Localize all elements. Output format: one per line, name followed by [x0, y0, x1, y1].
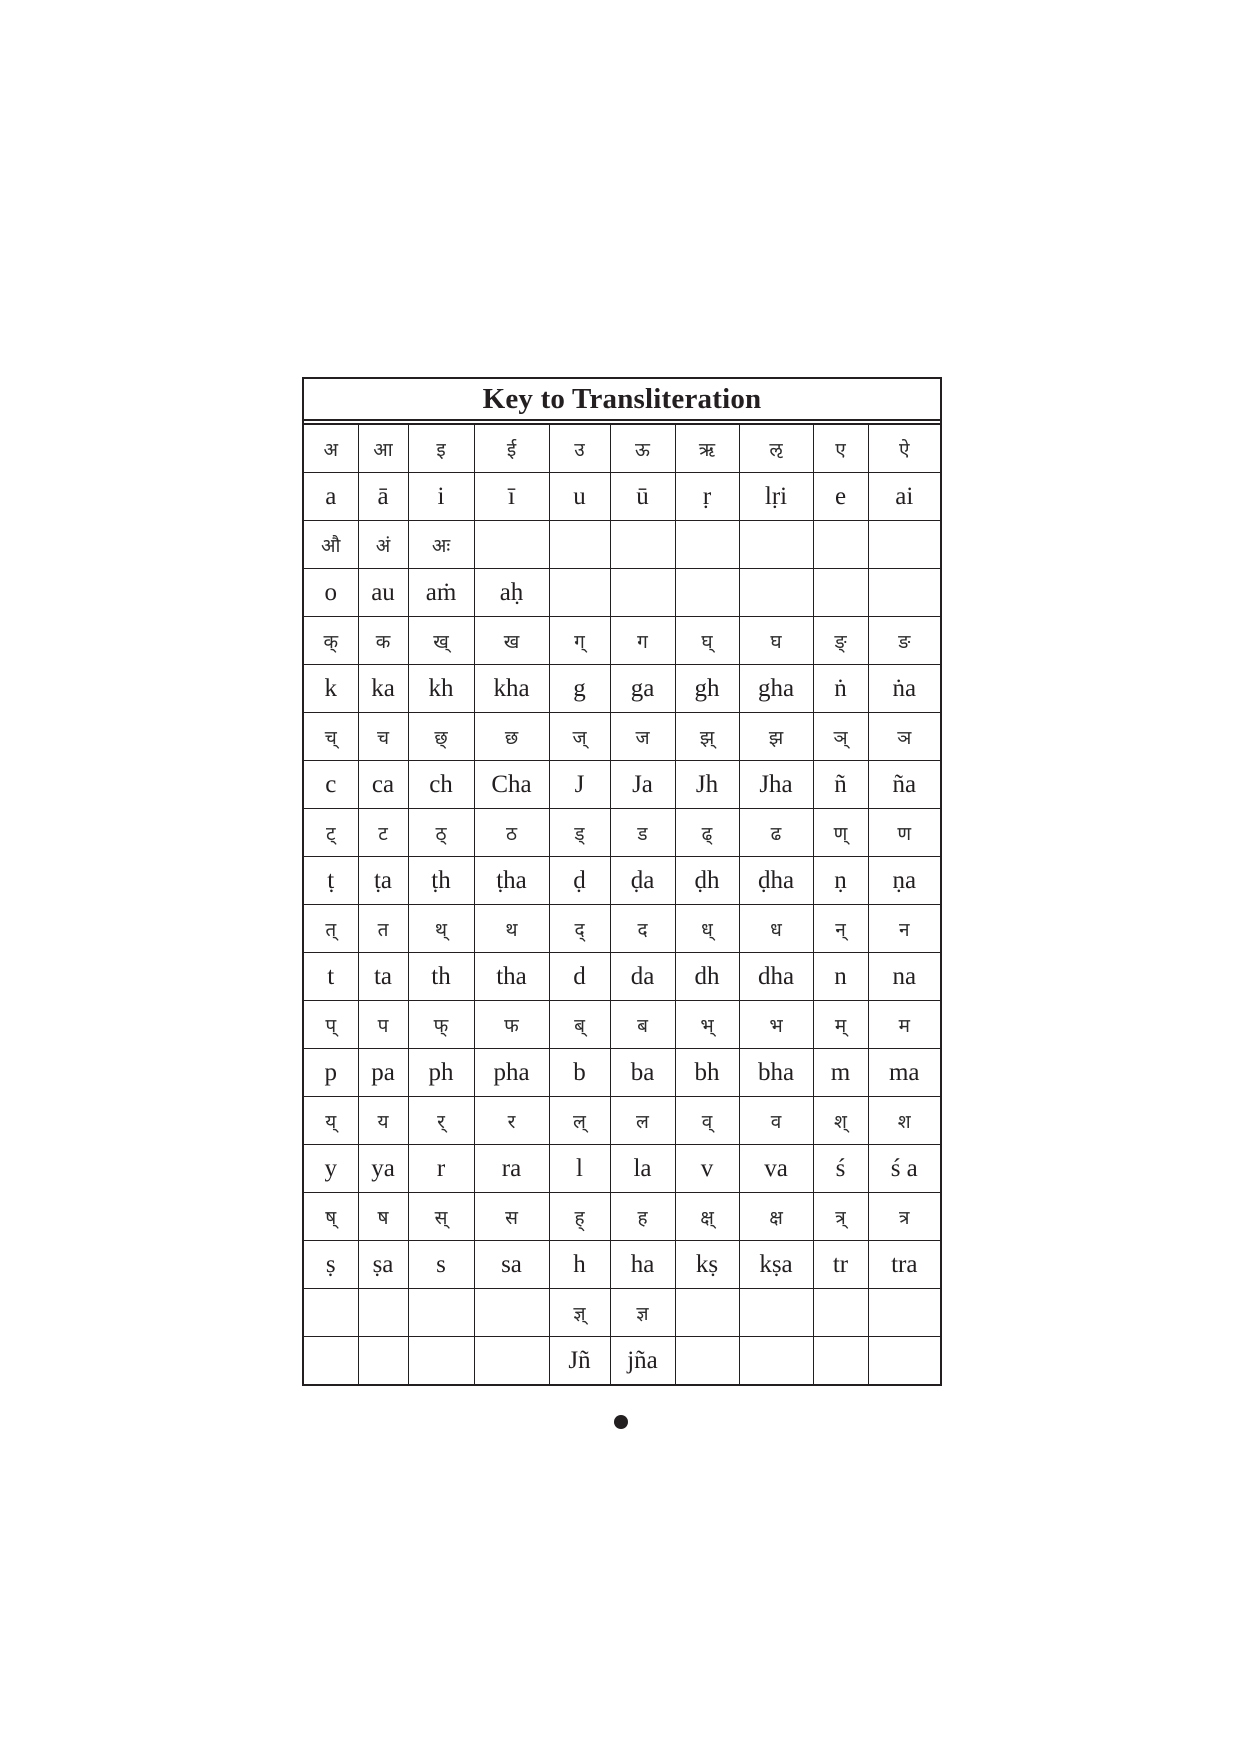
- roman-cell: ña: [868, 761, 940, 809]
- devanagari-cell: ड: [610, 809, 675, 857]
- devanagari-row: [304, 1001, 940, 1049]
- roman-cell: gha: [739, 665, 813, 713]
- devanagari-cell: ल्: [549, 1097, 610, 1145]
- roman-cell: Cha: [474, 761, 549, 809]
- roman-cell: [549, 569, 610, 617]
- devanagari-cell: आ: [358, 425, 408, 473]
- roman-cell: ḍ: [549, 857, 610, 905]
- roman-cell: r: [408, 1145, 474, 1193]
- roman-cell: [304, 1337, 358, 1385]
- roman-cell: ḍha: [739, 857, 813, 905]
- devanagari-cell: न: [868, 905, 940, 953]
- roman-cell: ṣ: [304, 1241, 358, 1289]
- roman-cell: ga: [610, 665, 675, 713]
- roman-cell: kṣ: [675, 1241, 739, 1289]
- transliteration-key-table: [302, 377, 942, 1386]
- roman-cell: [739, 569, 813, 617]
- roman-cell: [675, 569, 739, 617]
- roman-cell: ḍa: [610, 857, 675, 905]
- devanagari-cell: [474, 521, 549, 569]
- devanagari-cell: ख्: [408, 617, 474, 665]
- devanagari-cell: त्: [304, 905, 358, 953]
- devanagari-cell: न्: [813, 905, 868, 953]
- roman-cell: [868, 569, 940, 617]
- devanagari-cell: ढ: [739, 809, 813, 857]
- devanagari-cell: ठ: [474, 809, 549, 857]
- devanagari-cell: ज: [610, 713, 675, 761]
- devanagari-row: [304, 713, 940, 761]
- page-marker-dot: [614, 1415, 628, 1429]
- roman-cell: lṛi: [739, 473, 813, 521]
- devanagari-cell: क्: [304, 617, 358, 665]
- roman-row: [304, 1241, 940, 1289]
- devanagari-cell: स्: [408, 1193, 474, 1241]
- devanagari-cell: ध: [739, 905, 813, 953]
- devanagari-cell: श्: [813, 1097, 868, 1145]
- roman-cell: ph: [408, 1049, 474, 1097]
- table-title: Key to Transliteration: [304, 379, 940, 421]
- devanagari-cell: क्ष्: [675, 1193, 739, 1241]
- devanagari-cell: क: [358, 617, 408, 665]
- roman-cell: na: [868, 953, 940, 1001]
- roman-cell: ṅa: [868, 665, 940, 713]
- roman-cell: c: [304, 761, 358, 809]
- devanagari-cell: ग्: [549, 617, 610, 665]
- roman-row: [304, 473, 940, 521]
- roman-cell: ṇ: [813, 857, 868, 905]
- devanagari-cell: व: [739, 1097, 813, 1145]
- roman-cell: d: [549, 953, 610, 1001]
- roman-row: [304, 1337, 940, 1385]
- devanagari-cell: इ: [408, 425, 474, 473]
- devanagari-cell: औ: [304, 521, 358, 569]
- devanagari-cell: म्: [813, 1001, 868, 1049]
- roman-cell: ya: [358, 1145, 408, 1193]
- devanagari-cell: ट्: [304, 809, 358, 857]
- roman-cell: g: [549, 665, 610, 713]
- roman-cell: gh: [675, 665, 739, 713]
- devanagari-cell: च्: [304, 713, 358, 761]
- roman-cell: u: [549, 473, 610, 521]
- roman-cell: b: [549, 1049, 610, 1097]
- devanagari-cell: [868, 521, 940, 569]
- devanagari-cell: ज्ञ: [610, 1289, 675, 1337]
- devanagari-cell: [408, 1289, 474, 1337]
- roman-cell: pa: [358, 1049, 408, 1097]
- devanagari-cell: ऊ: [610, 425, 675, 473]
- devanagari-cell: त्र: [868, 1193, 940, 1241]
- roman-cell: bha: [739, 1049, 813, 1097]
- devanagari-cell: ढ्: [675, 809, 739, 857]
- roman-cell: ī: [474, 473, 549, 521]
- roman-cell: ta: [358, 953, 408, 1001]
- roman-row: [304, 1049, 940, 1097]
- roman-cell: ṅ: [813, 665, 868, 713]
- roman-cell: t: [304, 953, 358, 1001]
- devanagari-cell: क्ष: [739, 1193, 813, 1241]
- devanagari-cell: [813, 1289, 868, 1337]
- roman-cell: Ja: [610, 761, 675, 809]
- roman-cell: Jha: [739, 761, 813, 809]
- roman-cell: [358, 1337, 408, 1385]
- roman-cell: [739, 1337, 813, 1385]
- roman-cell: ch: [408, 761, 474, 809]
- roman-cell: a: [304, 473, 358, 521]
- devanagari-cell: र: [474, 1097, 549, 1145]
- devanagari-cell: ग: [610, 617, 675, 665]
- devanagari-cell: झ्: [675, 713, 739, 761]
- devanagari-cell: य्: [304, 1097, 358, 1145]
- roman-cell: ai: [868, 473, 940, 521]
- devanagari-cell: भ्: [675, 1001, 739, 1049]
- roman-cell: ṭ: [304, 857, 358, 905]
- roman-cell: kha: [474, 665, 549, 713]
- devanagari-cell: [549, 521, 610, 569]
- devanagari-cell: ञ्: [813, 713, 868, 761]
- devanagari-cell: ह्: [549, 1193, 610, 1241]
- devanagari-cell: ऋ: [675, 425, 739, 473]
- devanagari-cell: ल: [610, 1097, 675, 1145]
- devanagari-cell: [474, 1289, 549, 1337]
- devanagari-cell: [358, 1289, 408, 1337]
- roman-cell: n: [813, 953, 868, 1001]
- devanagari-cell: [675, 521, 739, 569]
- roman-cell: la: [610, 1145, 675, 1193]
- devanagari-cell: द: [610, 905, 675, 953]
- roman-cell: [610, 569, 675, 617]
- devanagari-cell: उ: [549, 425, 610, 473]
- devanagari-cell: स: [474, 1193, 549, 1241]
- roman-cell: va: [739, 1145, 813, 1193]
- devanagari-cell: [304, 1289, 358, 1337]
- devanagari-cell: ड्: [549, 809, 610, 857]
- roman-cell: ṭh: [408, 857, 474, 905]
- devanagari-cell: ट: [358, 809, 408, 857]
- roman-cell: tra: [868, 1241, 940, 1289]
- devanagari-cell: ब: [610, 1001, 675, 1049]
- devanagari-cell: र्: [408, 1097, 474, 1145]
- devanagari-cell: छ्: [408, 713, 474, 761]
- roman-row: [304, 953, 940, 1001]
- roman-cell: aṁ: [408, 569, 474, 617]
- devanagari-row: [304, 1193, 940, 1241]
- devanagari-cell: अ: [304, 425, 358, 473]
- roman-cell: ka: [358, 665, 408, 713]
- roman-cell: i: [408, 473, 474, 521]
- devanagari-cell: [868, 1289, 940, 1337]
- roman-cell: ñ: [813, 761, 868, 809]
- devanagari-cell: ष्: [304, 1193, 358, 1241]
- roman-cell: Jñ: [549, 1337, 610, 1385]
- devanagari-cell: ज्: [549, 713, 610, 761]
- roman-cell: v: [675, 1145, 739, 1193]
- devanagari-row: [304, 1289, 940, 1337]
- devanagari-cell: फ: [474, 1001, 549, 1049]
- devanagari-cell: झ: [739, 713, 813, 761]
- devanagari-row: [304, 809, 940, 857]
- roman-cell: ṭha: [474, 857, 549, 905]
- roman-cell: [408, 1337, 474, 1385]
- roman-cell: [813, 1337, 868, 1385]
- roman-cell: o: [304, 569, 358, 617]
- roman-cell: kṣa: [739, 1241, 813, 1289]
- devanagari-cell: य: [358, 1097, 408, 1145]
- roman-cell: k: [304, 665, 358, 713]
- devanagari-cell: ज्ञ्: [549, 1289, 610, 1337]
- devanagari-cell: च: [358, 713, 408, 761]
- roman-cell: ś: [813, 1145, 868, 1193]
- devanagari-row: [304, 425, 940, 473]
- roman-cell: [474, 1337, 549, 1385]
- devanagari-cell: अः: [408, 521, 474, 569]
- roman-cell: m: [813, 1049, 868, 1097]
- devanagari-row: [304, 1097, 940, 1145]
- roman-cell: th: [408, 953, 474, 1001]
- devanagari-cell: थ: [474, 905, 549, 953]
- devanagari-cell: ण: [868, 809, 940, 857]
- roman-cell: dh: [675, 953, 739, 1001]
- devanagari-cell: भ: [739, 1001, 813, 1049]
- roman-cell: h: [549, 1241, 610, 1289]
- devanagari-cell: ष: [358, 1193, 408, 1241]
- devanagari-cell: [739, 1289, 813, 1337]
- devanagari-cell: त्र्: [813, 1193, 868, 1241]
- roman-cell: sa: [474, 1241, 549, 1289]
- roman-cell: y: [304, 1145, 358, 1193]
- roman-cell: [868, 1337, 940, 1385]
- roman-cell: e: [813, 473, 868, 521]
- roman-cell: ṭa: [358, 857, 408, 905]
- roman-cell: au: [358, 569, 408, 617]
- devanagari-cell: [739, 521, 813, 569]
- devanagari-row: [304, 905, 940, 953]
- devanagari-row: [304, 521, 940, 569]
- roman-cell: ā: [358, 473, 408, 521]
- roman-cell: ū: [610, 473, 675, 521]
- devanagari-cell: ए: [813, 425, 868, 473]
- roman-cell: tr: [813, 1241, 868, 1289]
- roman-cell: ṇa: [868, 857, 940, 905]
- devanagari-cell: ब्: [549, 1001, 610, 1049]
- roman-cell: [675, 1337, 739, 1385]
- devanagari-cell: ई: [474, 425, 549, 473]
- roman-cell: l: [549, 1145, 610, 1193]
- roman-cell: kh: [408, 665, 474, 713]
- devanagari-cell: [610, 521, 675, 569]
- devanagari-cell: ध्: [675, 905, 739, 953]
- devanagari-cell: ण्: [813, 809, 868, 857]
- roman-cell: ṣa: [358, 1241, 408, 1289]
- roman-cell: dha: [739, 953, 813, 1001]
- roman-cell: ṛ: [675, 473, 739, 521]
- roman-cell: da: [610, 953, 675, 1001]
- transliteration-grid: [304, 425, 940, 1384]
- roman-cell: p: [304, 1049, 358, 1097]
- roman-cell: ba: [610, 1049, 675, 1097]
- roman-cell: ra: [474, 1145, 549, 1193]
- devanagari-cell: म: [868, 1001, 940, 1049]
- roman-cell: jña: [610, 1337, 675, 1385]
- devanagari-cell: फ्: [408, 1001, 474, 1049]
- roman-cell: Jh: [675, 761, 739, 809]
- roman-row: [304, 857, 940, 905]
- devanagari-cell: ऌ: [739, 425, 813, 473]
- devanagari-cell: छ: [474, 713, 549, 761]
- devanagari-cell: त: [358, 905, 408, 953]
- devanagari-cell: द्: [549, 905, 610, 953]
- devanagari-cell: अं: [358, 521, 408, 569]
- devanagari-cell: प: [358, 1001, 408, 1049]
- devanagari-cell: ह: [610, 1193, 675, 1241]
- roman-cell: ha: [610, 1241, 675, 1289]
- devanagari-cell: प्: [304, 1001, 358, 1049]
- devanagari-cell: [813, 521, 868, 569]
- roman-cell: [813, 569, 868, 617]
- devanagari-cell: ङ्: [813, 617, 868, 665]
- roman-cell: ś a: [868, 1145, 940, 1193]
- devanagari-cell: श: [868, 1097, 940, 1145]
- devanagari-cell: थ्: [408, 905, 474, 953]
- roman-cell: ca: [358, 761, 408, 809]
- devanagari-cell: ख: [474, 617, 549, 665]
- roman-cell: aḥ: [474, 569, 549, 617]
- devanagari-cell: ठ्: [408, 809, 474, 857]
- devanagari-row: [304, 617, 940, 665]
- roman-row: [304, 1145, 940, 1193]
- roman-cell: tha: [474, 953, 549, 1001]
- roman-cell: s: [408, 1241, 474, 1289]
- devanagari-cell: ऐ: [868, 425, 940, 473]
- devanagari-cell: घ: [739, 617, 813, 665]
- roman-row: [304, 569, 940, 617]
- roman-cell: bh: [675, 1049, 739, 1097]
- roman-cell: ḍh: [675, 857, 739, 905]
- roman-row: [304, 665, 940, 713]
- devanagari-cell: [675, 1289, 739, 1337]
- devanagari-cell: व्: [675, 1097, 739, 1145]
- roman-cell: pha: [474, 1049, 549, 1097]
- roman-cell: ma: [868, 1049, 940, 1097]
- devanagari-cell: ङ: [868, 617, 940, 665]
- devanagari-cell: घ्: [675, 617, 739, 665]
- roman-cell: J: [549, 761, 610, 809]
- devanagari-cell: ञ: [868, 713, 940, 761]
- roman-row: [304, 761, 940, 809]
